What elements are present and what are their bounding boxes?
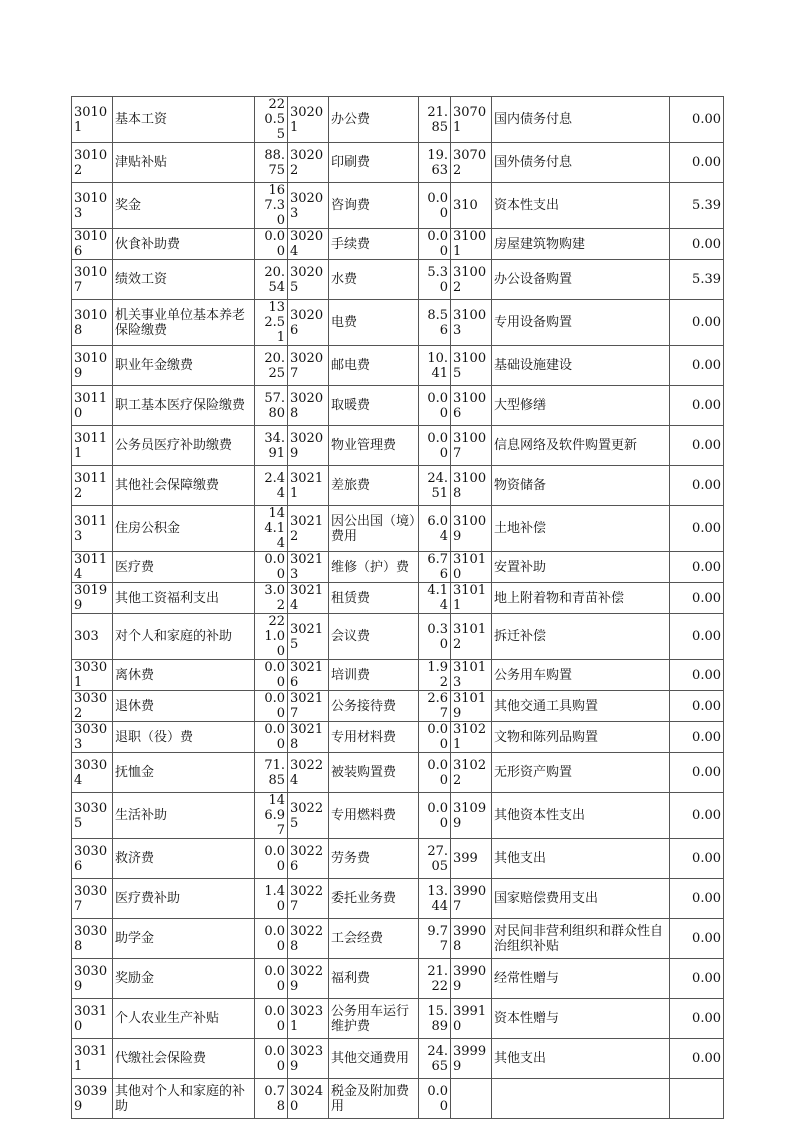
item-name: 其他支出 [492,1039,670,1079]
item-code: 30227 [288,879,329,919]
item-code: 31010 [451,552,492,583]
item-name: 其他对个人和家庭的补助 [113,1079,255,1119]
item-code: 31008 [451,466,492,506]
item-amount: 24.65 [419,1039,451,1079]
item-name: 公务接待费 [329,691,419,722]
item-name: 救济费 [113,839,255,879]
item-amount: 1.92 [419,660,451,691]
table-row [72,614,724,660]
item-amount: 2.67 [419,691,451,722]
table-row [72,999,724,1039]
item-name: 办公费 [329,97,419,143]
item-name: 无形资产购置 [492,753,670,793]
item-code: 30309 [72,959,113,999]
item-code: 30207 [288,346,329,386]
table-row [72,660,724,691]
item-amount: 0.78 [255,1079,288,1119]
item-code: 30208 [288,386,329,426]
item-name: 个人农业生产补贴 [113,999,255,1039]
item-code: 30304 [72,753,113,793]
item-amount: 20.54 [255,260,288,300]
item-code: 30240 [288,1079,329,1119]
item-code: 30702 [451,143,492,183]
item-amount: 6.76 [419,552,451,583]
item-code: 30108 [72,300,113,346]
item-code: 31003 [451,300,492,346]
item-name: 办公设备购置 [492,260,670,300]
item-name: 公务用车购置 [492,660,670,691]
item-code: 30107 [72,260,113,300]
table-row [72,346,724,386]
item-name: 其他工资福利支出 [113,583,255,614]
item-code: 30114 [72,552,113,583]
item-amount: 0.00 [419,793,451,839]
item-amount: 0.00 [419,722,451,753]
item-amount: 5.39 [670,183,724,229]
item-amount: 9.77 [419,919,451,959]
item-name: 信息网络及软件购置更新 [492,426,670,466]
item-amount: 0.00 [255,1039,288,1079]
item-name: 邮电费 [329,346,419,386]
item-amount: 0.00 [670,999,724,1039]
item-code: 31013 [451,660,492,691]
item-code: 30111 [72,426,113,466]
item-name: 拆迁补偿 [492,614,670,660]
item-amount: 20.25 [255,346,288,386]
item-name [492,1079,670,1119]
item-name: 国内债务付息 [492,97,670,143]
item-code: 30205 [288,260,329,300]
item-code: 30102 [72,143,113,183]
item-code: 30701 [451,97,492,143]
item-code: 30310 [72,999,113,1039]
item-amount: 0.00 [419,183,451,229]
item-name: 对民间非营利组织和群众性自治组织补贴 [492,919,670,959]
item-code: 30228 [288,919,329,959]
item-name: 对个人和家庭的补助 [113,614,255,660]
item-amount: 0.00 [670,839,724,879]
table-row [72,260,724,300]
table-row [72,722,724,753]
item-code: 303 [72,614,113,660]
table-row [72,300,724,346]
item-code: 30305 [72,793,113,839]
item-amount: 0.00 [670,691,724,722]
item-code: 39999 [451,1039,492,1079]
item-name: 差旅费 [329,466,419,506]
item-amount: 34.91 [255,426,288,466]
item-code: 30302 [72,691,113,722]
item-name: 住房公积金 [113,506,255,552]
item-name: 伙食补助费 [113,229,255,260]
item-name: 机关事业单位基本养老保险缴费 [113,300,255,346]
item-name: 物资储备 [492,466,670,506]
table-row [72,1039,724,1079]
item-code: 39910 [451,999,492,1039]
item-amount: 0.00 [670,386,724,426]
table-row [72,753,724,793]
item-amount: 0.00 [255,959,288,999]
item-amount: 0.00 [419,753,451,793]
item-amount: 0.00 [670,919,724,959]
item-name: 公务用车运行维护费 [329,999,419,1039]
item-amount: 6.04 [419,506,451,552]
item-name: 津贴补贴 [113,143,255,183]
item-code: 30203 [288,183,329,229]
item-code: 30103 [72,183,113,229]
item-name: 基础设施建设 [492,346,670,386]
item-code: 39908 [451,919,492,959]
item-name: 医疗费补助 [113,879,255,919]
item-name: 其他资本性支出 [492,793,670,839]
item-name: 物业管理费 [329,426,419,466]
item-amount: 0.00 [670,793,724,839]
table-row [72,839,724,879]
item-amount: 146.97 [255,793,288,839]
item-code: 30213 [288,552,329,583]
item-amount: 88.75 [255,143,288,183]
table-row [72,552,724,583]
item-code: 31009 [451,506,492,552]
item-code: 31022 [451,753,492,793]
item-name: 基本工资 [113,97,255,143]
item-name: 职工基本医疗保险缴费 [113,386,255,426]
item-name: 经常性赠与 [492,959,670,999]
item-amount: 0.00 [670,346,724,386]
item-amount: 0.00 [419,426,451,466]
item-code: 30214 [288,583,329,614]
item-amount: 0.00 [670,426,724,466]
item-code: 30399 [72,1079,113,1119]
item-code: 399 [451,839,492,879]
item-amount: 71.85 [255,753,288,793]
item-name: 资本性赠与 [492,999,670,1039]
item-name: 印刷费 [329,143,419,183]
item-code: 30301 [72,660,113,691]
item-amount: 0.00 [670,879,724,919]
table-row [72,959,724,999]
table-row [72,229,724,260]
item-amount: 19.63 [419,143,451,183]
item-amount: 0.00 [670,552,724,583]
item-name: 文物和陈列品购置 [492,722,670,753]
item-name: 地上附着物和青苗补偿 [492,583,670,614]
item-amount: 144.14 [255,506,288,552]
item-name: 专用材料费 [329,722,419,753]
item-amount: 21.22 [419,959,451,999]
item-code: 31099 [451,793,492,839]
item-code: 30306 [72,839,113,879]
item-amount: 0.00 [670,614,724,660]
item-name: 委托业务费 [329,879,419,919]
item-code: 30226 [288,839,329,879]
item-code: 31011 [451,583,492,614]
item-code: 30231 [288,999,329,1039]
item-amount: 24.51 [419,466,451,506]
item-name: 国外债务付息 [492,143,670,183]
table-row [72,1079,724,1119]
item-code: 30307 [72,879,113,919]
item-name: 资本性支出 [492,183,670,229]
item-amount: 0.00 [255,839,288,879]
item-amount: 0.00 [670,300,724,346]
item-name: 会议费 [329,614,419,660]
item-amount: 4.14 [419,583,451,614]
item-amount: 27.05 [419,839,451,879]
item-amount: 0.00 [670,753,724,793]
item-code: 30224 [288,753,329,793]
item-code: 30206 [288,300,329,346]
item-name: 退休费 [113,691,255,722]
item-code: 30109 [72,346,113,386]
item-amount: 5.30 [419,260,451,300]
item-amount [670,1079,724,1119]
item-amount: 0.00 [670,97,724,143]
table-row [72,919,724,959]
item-code: 30308 [72,919,113,959]
item-code [451,1079,492,1119]
item-amount: 8.56 [419,300,451,346]
item-code: 30215 [288,614,329,660]
item-amount: 221.00 [255,614,288,660]
item-code: 30239 [288,1039,329,1079]
item-code: 30216 [288,660,329,691]
item-name: 水费 [329,260,419,300]
item-code: 31005 [451,346,492,386]
item-name: 工会经费 [329,919,419,959]
table-row [72,691,724,722]
item-amount: 0.00 [255,919,288,959]
table-row [72,183,724,229]
item-code: 30225 [288,793,329,839]
item-name: 手续费 [329,229,419,260]
item-name: 生活补助 [113,793,255,839]
table-row [72,386,724,426]
item-amount: 220.55 [255,97,288,143]
item-amount: 15.89 [419,999,451,1039]
item-name: 退职（役）费 [113,722,255,753]
item-amount: 0.00 [670,143,724,183]
item-code: 30199 [72,583,113,614]
item-name: 安置补助 [492,552,670,583]
item-name: 助学金 [113,919,255,959]
item-amount: 13.44 [419,879,451,919]
item-code: 31002 [451,260,492,300]
item-name: 专用燃料费 [329,793,419,839]
item-amount: 132.51 [255,300,288,346]
item-code: 30218 [288,722,329,753]
table-body [72,97,724,1119]
budget-expenditure-table [71,96,724,1119]
item-amount: 3.02 [255,583,288,614]
item-name: 劳务费 [329,839,419,879]
item-code: 31007 [451,426,492,466]
item-name: 职业年金缴费 [113,346,255,386]
item-name: 奖金 [113,183,255,229]
item-amount: 0.00 [670,506,724,552]
item-code: 30311 [72,1039,113,1079]
table-row [72,97,724,143]
item-amount: 0.00 [670,583,724,614]
item-code: 31021 [451,722,492,753]
item-amount: 167.30 [255,183,288,229]
item-name: 电费 [329,300,419,346]
item-amount: 0.00 [419,386,451,426]
item-code: 39907 [451,879,492,919]
item-amount: 0.00 [255,552,288,583]
item-name: 国家赔偿费用支出 [492,879,670,919]
item-amount: 10.41 [419,346,451,386]
table-row [72,879,724,919]
item-amount: 0.30 [419,614,451,660]
item-amount: 2.44 [255,466,288,506]
item-name: 其他交通工具购置 [492,691,670,722]
item-amount: 0.00 [419,229,451,260]
item-amount: 0.00 [255,660,288,691]
item-amount: 0.00 [670,229,724,260]
item-name: 专用设备购置 [492,300,670,346]
item-name: 医疗费 [113,552,255,583]
item-name: 因公出国（境）费用 [329,506,419,552]
item-amount: 5.39 [670,260,724,300]
item-name: 离休费 [113,660,255,691]
item-name: 培训费 [329,660,419,691]
item-code: 30209 [288,426,329,466]
table-row [72,466,724,506]
item-name: 税金及附加费用 [329,1079,419,1119]
item-code: 30110 [72,386,113,426]
table-row [72,583,724,614]
item-code: 30201 [288,97,329,143]
item-amount: 21.85 [419,97,451,143]
item-name: 公务员医疗补助缴费 [113,426,255,466]
item-code: 30113 [72,506,113,552]
item-amount: 0.00 [255,229,288,260]
item-code: 30106 [72,229,113,260]
item-amount: 0.00 [255,722,288,753]
item-amount: 57.80 [255,386,288,426]
item-code: 30112 [72,466,113,506]
item-amount: 0.00 [419,1079,451,1119]
item-name: 其他交通费用 [329,1039,419,1079]
item-name: 抚恤金 [113,753,255,793]
item-name: 被装购置费 [329,753,419,793]
item-code: 31019 [451,691,492,722]
item-amount: 1.40 [255,879,288,919]
item-code: 39909 [451,959,492,999]
item-name: 大型修缮 [492,386,670,426]
item-amount: 0.00 [255,691,288,722]
item-code: 30211 [288,466,329,506]
item-name: 福利费 [329,959,419,999]
item-code: 31006 [451,386,492,426]
table-row [72,143,724,183]
item-name: 土地补偿 [492,506,670,552]
item-code: 31001 [451,229,492,260]
item-name: 房屋建筑物购建 [492,229,670,260]
item-code: 30212 [288,506,329,552]
item-code: 30229 [288,959,329,999]
item-name: 其他支出 [492,839,670,879]
item-code: 310 [451,183,492,229]
item-name: 取暖费 [329,386,419,426]
item-code: 31012 [451,614,492,660]
item-amount: 0.00 [670,959,724,999]
table-row [72,426,724,466]
table-row [72,506,724,552]
item-name: 奖励金 [113,959,255,999]
item-amount: 0.00 [670,466,724,506]
item-code: 30101 [72,97,113,143]
item-code: 30202 [288,143,329,183]
item-code: 30204 [288,229,329,260]
item-name: 咨询费 [329,183,419,229]
item-name: 代缴社会保险费 [113,1039,255,1079]
item-name: 维修（护）费 [329,552,419,583]
table-row [72,793,724,839]
item-code: 30217 [288,691,329,722]
item-amount: 0.00 [255,999,288,1039]
item-name: 租赁费 [329,583,419,614]
item-name: 绩效工资 [113,260,255,300]
item-name: 其他社会保障缴费 [113,466,255,506]
item-amount: 0.00 [670,660,724,691]
item-amount: 0.00 [670,1039,724,1079]
item-amount: 0.00 [670,722,724,753]
item-code: 30303 [72,722,113,753]
